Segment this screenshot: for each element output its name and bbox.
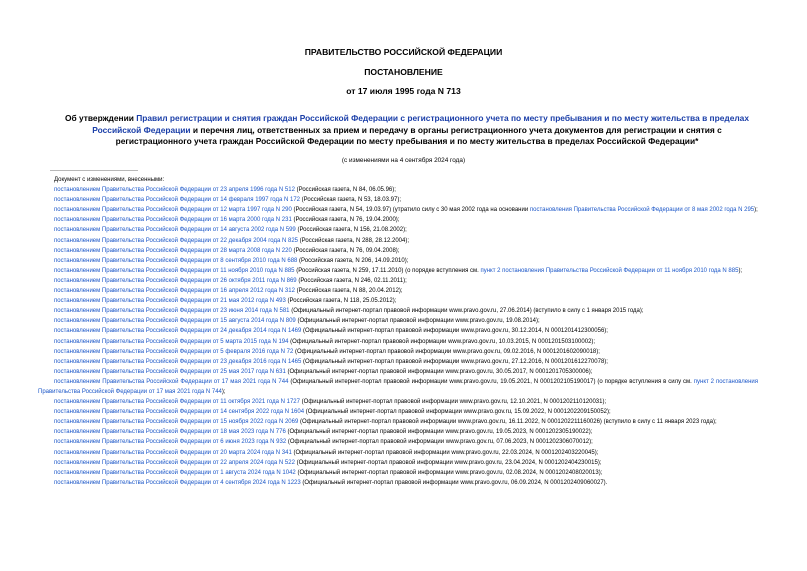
revision-note: (с изменениями на 4 сентября 2024 года) [341, 157, 466, 164]
amendment-source: (Официальный интернет-портал правовой информации www.pravo.gov.ru, 22.03.2024, N 0001202403220045); [291, 449, 599, 456]
amendment-link[interactable]: постановлением Правительства Российской Федерации от 14 февраля 1997 года N 172 [54, 197, 300, 204]
title-prefix: Об утверждении [65, 113, 137, 123]
amendment-link[interactable]: постановлением Правительства Российской Федерации от 1 августа 2024 года N 1042 [54, 469, 296, 476]
amendment-link[interactable]: постановлением Правительства Российской Федерации от 8 сентября 2010 года N 688 [54, 257, 298, 264]
list-item [38, 286, 758, 296]
amendment-source: (Российская газета, N 156, 21.08.2002); [295, 227, 407, 234]
amendment-source: (Официальный интернет-портал правовой информации www.pravo.gov.ru, 12.10.2021, N 0001202110120031); [299, 399, 607, 406]
amendment-link[interactable]: постановлением Правительства Российской Федерации от 22 декабря 2004 года N 825 [54, 237, 298, 244]
list-item [38, 448, 758, 458]
amendment-source: (Российская газета, N 206, 14.09.2010); [297, 257, 409, 264]
amendment-link[interactable]: постановлением Правительства Российской Федерации от 18 мая 2023 года N 776 [54, 429, 286, 436]
amendment-link[interactable]: постановлением Правительства Российской Федерации от 4 сентября 2024 года N 1223 [54, 479, 301, 486]
list-item [38, 468, 758, 478]
list-item [38, 337, 758, 347]
amendment-source: (Российская газета, N 246, 02.11.2011); [296, 277, 407, 284]
document-date-number: от 17 июля 1995 года N 713 [346, 86, 461, 96]
amendment-source: (Российская газета, N 88, 20.04.2012); [294, 288, 403, 295]
government-name: ПРАВИТЕЛЬСТВО РОССИЙСКОЙ ФЕДЕРАЦИИ [304, 47, 503, 57]
amendment-source: (Российская газета, N 76, 19.04.2000); [291, 217, 400, 224]
list-item [38, 377, 758, 397]
list-item [38, 246, 758, 256]
list-item [38, 256, 758, 266]
title-rules-link[interactable]: Правил регистрации и снятия граждан Российской Федерации с регистрационного учета по месту пребывания и по месту жительства в пределах Российской Федерации [92, 113, 749, 135]
amendment-reference-tail: ); [754, 207, 758, 214]
amendment-source: (Официальный интернет-портал правовой информации www.pravo.gov.ru, 19.05.2023, N 0001202305190022); [285, 429, 593, 436]
amendment-link[interactable]: постановлением Правительства Российской Федерации от 17 мая 2021 года N 744 [54, 378, 289, 385]
document-title [60, 113, 754, 148]
amendment-source: (Официальный интернет-портал правовой информации www.pravo.gov.ru, 23.04.2024, N 0001202404230015); [294, 459, 602, 466]
amendment-source: (Официальный интернет-портал правовой информации www.pravo.gov.ru, 16.11.2022, N 0001202211160026) (вступило в силу с 11 января 2023 года); [298, 419, 717, 426]
amendment-link[interactable]: постановлением Правительства Российской Федерации от 15 августа 2014 года N 809 [54, 318, 296, 325]
list-item [38, 215, 758, 225]
amendment-source: (Официальный интернет-портал правовой информации www.pravo.gov.ru, 19.05.2021, N 0001202105190017) (о порядке вступления в силу см. [288, 378, 694, 385]
amendment-link[interactable]: постановлением Правительства Российской Федерации от 21 мая 2012 года N 493 [54, 298, 286, 305]
amendment-reference-link[interactable]: постановления Правительства Российской Федерации от 8 мая 2002 года N 295 [529, 207, 755, 214]
list-item [38, 367, 758, 377]
amendment-link[interactable]: постановлением Правительства Российской Федерации от 16 марта 2000 года N 231 [54, 217, 292, 224]
list-item [38, 417, 758, 427]
list-item [38, 407, 758, 417]
amendment-link[interactable]: постановлением Правительства Российской Федерации от 11 ноября 2010 года N 885 [54, 267, 295, 274]
amendment-link[interactable]: постановлением Правительства Российской Федерации от 6 июня 2023 года N 932 [54, 439, 287, 446]
amendment-source: (Российская газета, N 76, 09.04.2008); [291, 247, 400, 254]
amendment-link[interactable]: постановлением Правительства Российской Федерации от 12 марта 1997 года N 290 [54, 207, 292, 214]
amendment-source: (Официальный интернет-портал правовой информации www.pravo.gov.ru, 09.02.2016, N 0001201602090018); [293, 348, 600, 355]
list-item [38, 357, 758, 367]
divider [50, 170, 138, 171]
amendment-link[interactable]: постановлением Правительства Российской Федерации от 14 сентября 2022 года N 1604 [54, 409, 305, 416]
amendment-source: (Официальный интернет-портал правовой информации www.pravo.gov.ru, 27.12.2016, N 0001201612270078); [301, 358, 608, 365]
amendment-source: (Официальный интернет-портал правовой информации www.pravo.gov.ru, 15.09.2022, N 0001202209150052); [304, 409, 611, 416]
list-item [38, 397, 758, 407]
amendment-link[interactable]: постановлением Правительства Российской Федерации от 23 июня 2014 года N 581 [54, 308, 290, 315]
amendment-link[interactable]: постановлением Правительства Российской Федерации от 23 декабря 2016 года N 1465 [54, 358, 302, 365]
amendment-source: (Официальный интернет-портал правовой информации www.pravo.gov.ru, 19.08.2014); [295, 318, 540, 325]
amendment-source: (Официальный интернет-портал правовой информации www.pravo.gov.ru, 30.05.2017, N 0001201705300006); [285, 368, 593, 375]
amendments-intro: Документ с изменениями, внесенными: [54, 177, 165, 183]
amendment-source: (Официальный интернет-портал правовой информации www.pravo.gov.ru, 10.03.2015, N 0001201503100002); [288, 338, 596, 345]
amendment-link[interactable]: постановлением Правительства Российской Федерации от 25 мая 2017 года N 631 [54, 368, 286, 375]
list-item [38, 326, 758, 336]
list-item [38, 276, 758, 286]
amendment-source: (Российская газета, N 53, 18.03.97); [300, 197, 401, 204]
amendment-reference-tail: ); [221, 388, 226, 395]
amendment-link[interactable]: постановлением Правительства Российской Федерации от 14 августа 2002 года N 599 [54, 227, 296, 234]
amendments-list [38, 175, 758, 488]
list-item [38, 205, 758, 215]
amendment-link[interactable]: постановлением Правительства Российской Федерации от 11 октября 2021 года N 1727 [54, 399, 300, 406]
title-suffix: и перечня лиц, ответственных за прием и передачу в органы регистрационного учета документов для регистрации и снятия с регистрационного учета граждан Российской Федерации по месту пребывания и по месту жительства в пределах Российской Федерации* [115, 124, 722, 146]
list-item [38, 316, 758, 326]
amendment-link[interactable]: постановлением Правительства Российской Федерации от 16 апреля 2012 года N 312 [54, 288, 295, 295]
list-item [38, 458, 758, 468]
amendment-link[interactable]: постановлением Правительства Российской Федерации от 24 декабря 2014 года N 1469 [54, 328, 302, 335]
amendment-source: (Официальный интернет-портал правовой информации www.pravo.gov.ru, 06.09.2024, N 0001202409060027). [300, 479, 608, 486]
amendment-source: (Официальный интернет-портал правовой информации www.pravo.gov.ru, 27.06.2014) (вступило в силу с 1 января 2015 года); [289, 308, 644, 315]
list-item [38, 347, 758, 357]
list-item [38, 296, 758, 306]
amendment-link[interactable]: постановлением Правительства Российской Федерации от 20 марта 2024 года N 341 [54, 449, 292, 456]
amendment-link[interactable]: постановлением Правительства Российской Федерации от 5 марта 2015 года N 194 [54, 338, 289, 345]
amendment-link[interactable]: постановлением Правительства Российской Федерации от 28 марта 2008 года N 220 [54, 247, 292, 254]
list-item [38, 478, 758, 488]
list-item [38, 195, 758, 205]
amendment-reference-link[interactable]: пункт 2 постановления Правительства Российской Федерации от 17 мая 2021 года N 744 [38, 378, 759, 395]
amendment-link[interactable]: постановлением Правительства Российской Федерации от 23 апреля 1996 года N 512 [54, 187, 295, 194]
list-item [38, 427, 758, 437]
list-item [38, 236, 758, 246]
amendment-reference-tail: ); [738, 267, 743, 274]
amendment-link[interactable]: постановлением Правительства Российской Федерации от 22 апреля 2024 года N 522 [54, 459, 295, 466]
amendment-reference-link[interactable]: пункт 2 постановления Правительства Российской Федерации от 11 ноября 2010 года N 885 [480, 267, 739, 274]
list-item [38, 306, 758, 316]
amendment-source: (Официальный интернет-портал правовой информации www.pravo.gov.ru, 30.12.2014, N 0001201412300056); [301, 328, 608, 335]
amendment-link[interactable]: постановлением Правительства Российской Федерации от 5 февраля 2016 года N 72 [54, 348, 294, 355]
list-item [38, 266, 758, 276]
amendment-source: (Российская газета, N 259, 17.11.2010) (о порядке вступления см. [294, 267, 481, 274]
list-item [38, 225, 758, 235]
amendment-link[interactable]: постановлением Правительства Российской Федерации от 26 октября 2011 года N 869 [54, 277, 297, 284]
amendment-source: (Официальный интернет-портал правовой информации www.pravo.gov.ru, 02.08.2024, N 0001202408020013); [295, 469, 603, 476]
list-item [38, 185, 758, 195]
amendment-source: (Российская газета, N 54, 19.03.97) (утратило силу с 30 мая 2002 года на основании [291, 207, 530, 214]
amendment-link[interactable]: постановлением Правительства Российской Федерации от 15 ноября 2022 года N 2069 [54, 419, 299, 426]
amendment-source: (Российская газета, N 288, 28.12.2004); [298, 237, 409, 244]
amendment-source: (Официальный интернет-портал правовой информации www.pravo.gov.ru, 07.06.2023, N 0001202306070012); [286, 439, 593, 446]
document-type: ПОСТАНОВЛЕНИЕ [364, 67, 443, 77]
list-item [38, 437, 758, 447]
amendment-source: (Российская газета, N 118, 25.05.2012); [285, 298, 397, 305]
amendment-source: (Российская газета, N 84, 06.05.96); [294, 187, 396, 194]
